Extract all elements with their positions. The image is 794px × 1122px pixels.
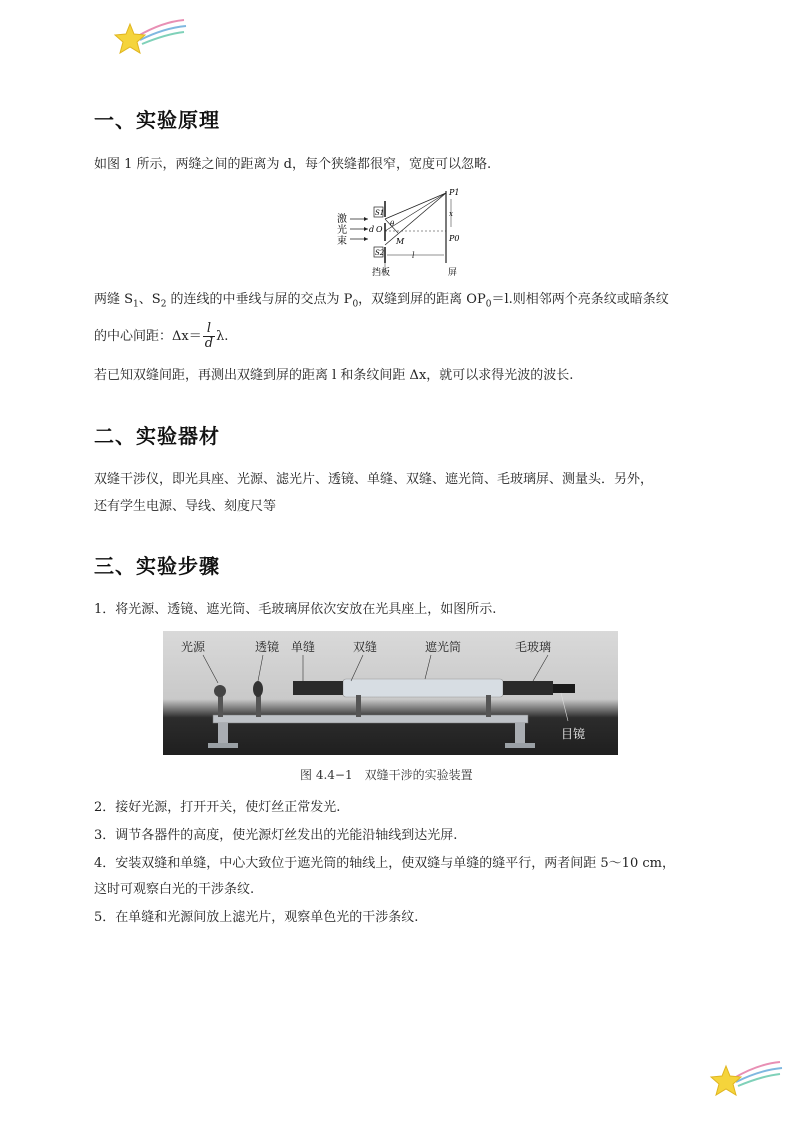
step-2: 2．接好光源，打开开关，使灯丝正常发光. bbox=[94, 800, 341, 815]
p0-label: P0 bbox=[449, 234, 460, 243]
step-4-line-2: 这时可观察白光的干涉条纹. bbox=[94, 882, 255, 897]
step-4-line-1: 4．安装双缝和单缝，中心大致位于遮光筒的轴线上，使双缝与单缝的缝平行，两者间距 5～10 cm， bbox=[94, 856, 675, 871]
m-label: M bbox=[396, 237, 405, 246]
theta-label: θ bbox=[390, 220, 395, 228]
star-icon bbox=[115, 24, 145, 53]
label-single-slit: 单缝 bbox=[291, 640, 316, 654]
double-slit-diagram bbox=[330, 183, 470, 281]
step-3: 3．调节各器件的高度，使光源灯丝发出的光能沿轴线到达光屏. bbox=[94, 828, 458, 843]
d-label: d bbox=[369, 225, 375, 234]
fringe-spacing-formula: 的中心间距：Δx＝ $\frac{l}{d}$ λ. bbox=[94, 321, 229, 351]
label-lens: 透镜 bbox=[255, 640, 280, 654]
equipment-text-2: 还有学生电源、导线、刻度尺等 bbox=[94, 499, 277, 514]
star-decoration-top bbox=[112, 16, 192, 62]
section-heading-equipment: 二、实验器材 bbox=[94, 424, 220, 448]
baffle-label: 挡板 bbox=[372, 268, 391, 278]
principle-text-3: 若已知双缝间距，再测出双缝到屏的距离 l 和条纹间距 Δx，就可以求得光波的波长. bbox=[94, 368, 574, 383]
step-5: 5．在单缝和光源间放上滤光片，观察单色光的干涉条纹. bbox=[94, 910, 419, 925]
star-icon bbox=[711, 1066, 741, 1095]
step-1: 1．将光源、透镜、遮光筒、毛玻璃屏依次安放在光具座上，如图所示. bbox=[94, 602, 497, 617]
equipment-text-1: 双缝干涉仪，即光具座、光源、滤光片、透镜、单缝、双缝、遮光筒、毛玻璃屏、测量头．另外， bbox=[94, 472, 654, 487]
apparatus-photo bbox=[163, 631, 618, 755]
s2-label: S2 bbox=[375, 249, 385, 257]
star-decoration-bottom bbox=[708, 1058, 788, 1104]
principle-text-2: 两缝 $S_1$、$S_2$ 的连线的中垂线与屏的交点为 $P_0$，双缝到屏的距离 $OP_0=l$.则相邻两个亮条纹或暗条纹 bbox=[94, 292, 669, 310]
label-eyepiece: 目镜 bbox=[561, 727, 586, 741]
figure-caption: 图 4.4−1 双缝干涉的实验装置 bbox=[300, 768, 473, 782]
label-light-source: 光源 bbox=[181, 640, 206, 654]
principle-intro-text: 如图 1 所示，两缝之间的距离为 d，每个狭缝都很窄，宽度可以忽略. bbox=[94, 157, 492, 172]
o-label: O bbox=[376, 225, 383, 234]
label-double-slit: 双缝 bbox=[353, 640, 378, 654]
label-ground-glass: 毛玻璃 bbox=[515, 640, 552, 654]
x-label: x bbox=[449, 210, 453, 218]
laser-label-1: 激 bbox=[337, 214, 347, 225]
l-label: l bbox=[412, 251, 415, 260]
p1-label: P1 bbox=[449, 188, 460, 197]
section-heading-steps: 三、实验步骤 bbox=[94, 554, 220, 578]
laser-label-3: 束 bbox=[337, 236, 347, 247]
s1-label: S1 bbox=[375, 209, 385, 217]
section-heading-principle: 一、实验原理 bbox=[94, 108, 220, 132]
screen-label: 屏 bbox=[448, 268, 458, 278]
laser-label-2: 光 bbox=[337, 225, 347, 236]
label-tube: 遮光筒 bbox=[425, 640, 462, 654]
formula-fraction: $\frac{l}{d}$ bbox=[204, 321, 214, 351]
